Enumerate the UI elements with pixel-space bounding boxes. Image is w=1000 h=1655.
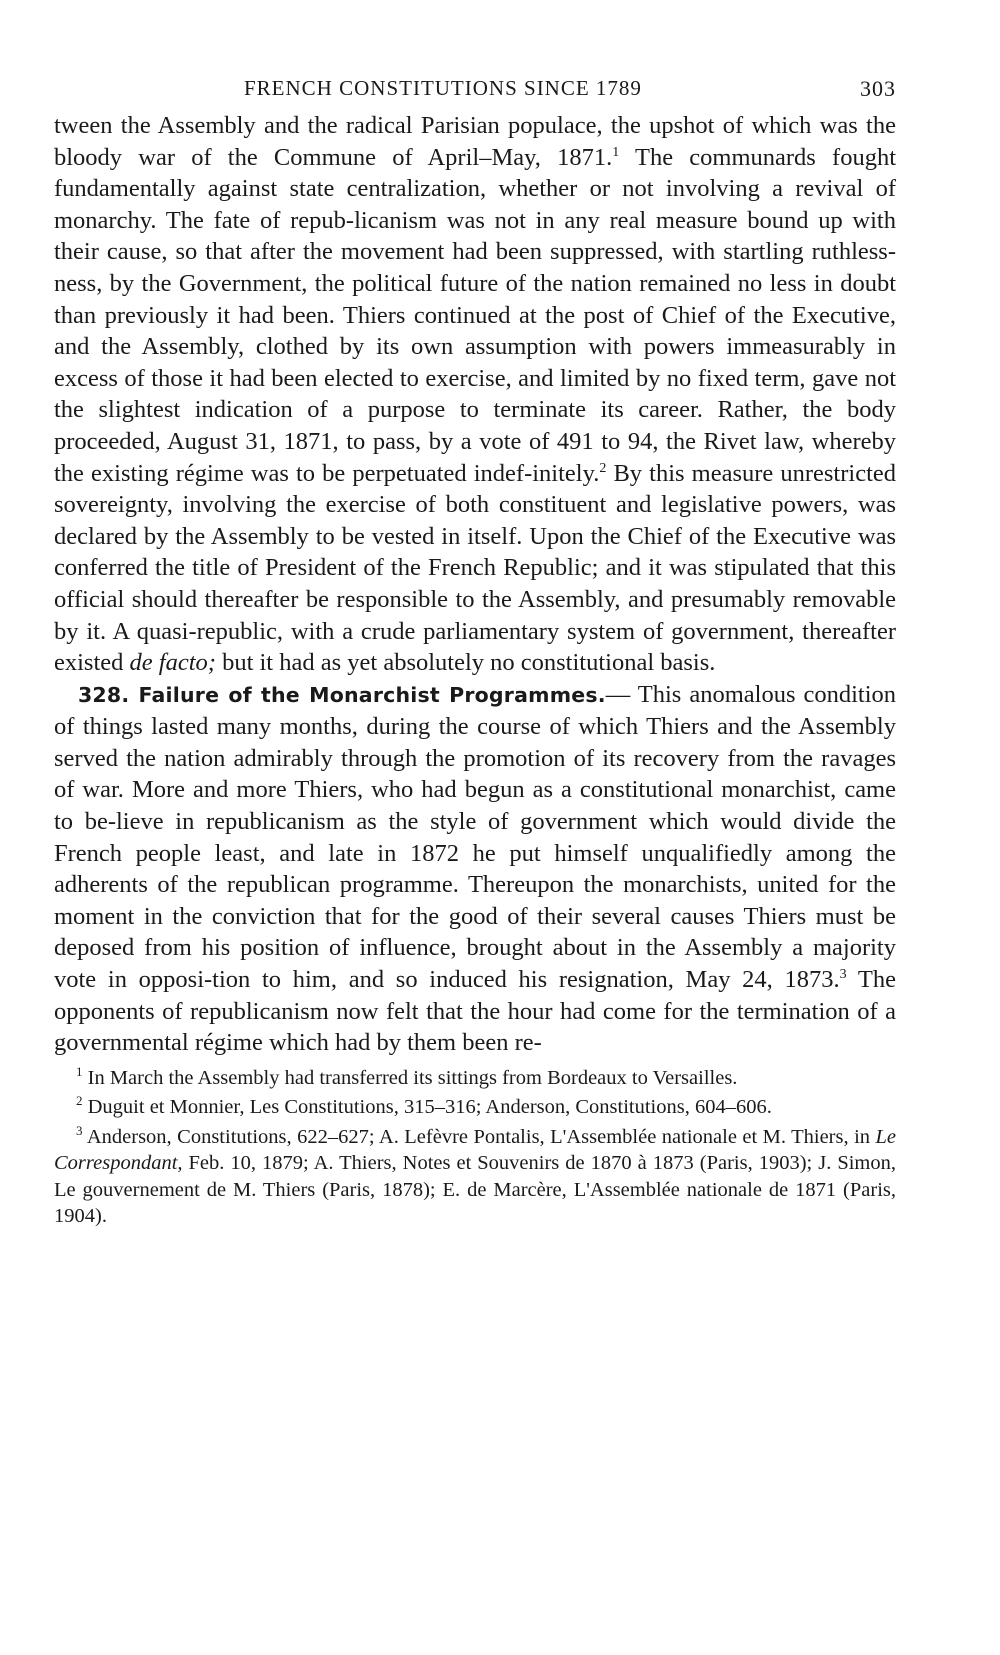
paragraph-text: tween the Assembly and the radical Parisian populace, the upshot of which was the bloody war of the Commune of April–May, 1871. — [54, 112, 896, 171]
section-heading: 328. Failure of the Monarchist Programmes. — [77, 682, 606, 707]
page-number: 303 — [860, 76, 896, 101]
running-head — [54, 70, 896, 110]
paragraph-text: — This anomalous condition of things lasted many months, during the course of which Thiers and the Assembly served the nation admirably through the promotion of its recovery from the ravages of war. More and more Thiers, who had begun as a constitutional monarchist, came to be-lieve in republicanism as the style of government which would divide the French people least, and late in 1872 he put himself unqualifiedly among the adherents of the republican programme. Thereupon the monarchists, united for the moment in the conviction that for the good of their several causes Thiers must be deposed from his position of influence, brought about in the Assembly a majority vote in opposi-tion to him, and so induced his resignation, May 24, 1873. — [54, 680, 897, 994]
footnote-mark: 1 — [76, 1063, 83, 1079]
paragraph-text: but it had as yet absolutely no constitutional basis. — [215, 649, 716, 677]
footnote-text: In March the Assembly had transferred its sittings from Bordeaux to Versailles. — [82, 1066, 738, 1089]
footnote-text: Duguit et Monnier, Les Constitutions, 315–316; Anderson, Constitutions, 604–606. — [82, 1096, 772, 1119]
footnote-ref-2[interactable]: 2 — [599, 460, 607, 476]
paragraph-text: The communards fought fundamentally against state centralization, whether or not involving a revival of monarchy. The fate of repub-licanism was not in any real measure bound up with their cause, so that after the movement had been suppressed, with startling ruthless-ness, by the Government, the political future of the nation remained no less in doubt than previously it had been. Thiers continued at the post of Chief of the Executive, and the Assembly, clothed by its own assumption with powers immeasurably in excess of those it had been elected to exercise, and limited by no fixed term, gave not the slightest indication of a purpose to terminate its career. Rather, the body proceeded, August 31, 1871, to pass, by a vote of 491 to 94, the Rivet law, whereby the existing régime was to be perpetuated indef-initely. — [54, 143, 896, 487]
footnote-mark: 2 — [76, 1093, 83, 1109]
book-page — [54, 70, 896, 1233]
footnote-3 — [54, 1124, 896, 1230]
running-title: FRENCH CONSTITUTIONS SINCE 1789 — [244, 76, 642, 100]
footnote-2 — [54, 1094, 896, 1121]
italic-phrase: de facto; — [129, 649, 216, 677]
section-328-paragraph — [54, 679, 896, 1059]
footnotes — [54, 1065, 896, 1230]
italic-title: Le Correspondant, — [54, 1125, 896, 1175]
paragraph-continuation — [54, 110, 896, 679]
footnote-mark: 3 — [76, 1122, 83, 1138]
footnote-text: Feb. 10, 1879; A. Thiers, Notes et Souvenirs de 1870 à 1873 (Paris, 1903); J. Simon, Le gouvernement de M. Thiers (Paris, 1878); E. de Marcère, L'Assemblée nationale de 1871 (Paris, 1904). — [54, 1152, 896, 1228]
paragraph-text: By this measure unrestricted sovereignty, involving the exercise of both constituent and legislative powers, was declared by the Assembly to be vested in itself. Upon the Chief of the Executive was conferred the title of President of the French Republic; and it was stipulated that this official should thereafter be responsible to the Assembly, and presumably removable by it. A quasi-republic, with a crude parliamentary system of government, thereafter existed — [54, 459, 897, 677]
paragraph-text: The opponents of republicanism now felt that the hour had come for the termination of a governmental régime which had by them been re- — [54, 966, 896, 1057]
footnote-text: Anderson, Constitutions, 622–627; A. Lefèvre Pontalis, L'Assemblée nationale et M. Thiers, in — [82, 1125, 876, 1148]
footnote-ref-3[interactable]: 3 — [839, 966, 847, 982]
footnote-ref-1[interactable]: 1 — [612, 144, 620, 160]
footnote-1 — [54, 1065, 896, 1092]
